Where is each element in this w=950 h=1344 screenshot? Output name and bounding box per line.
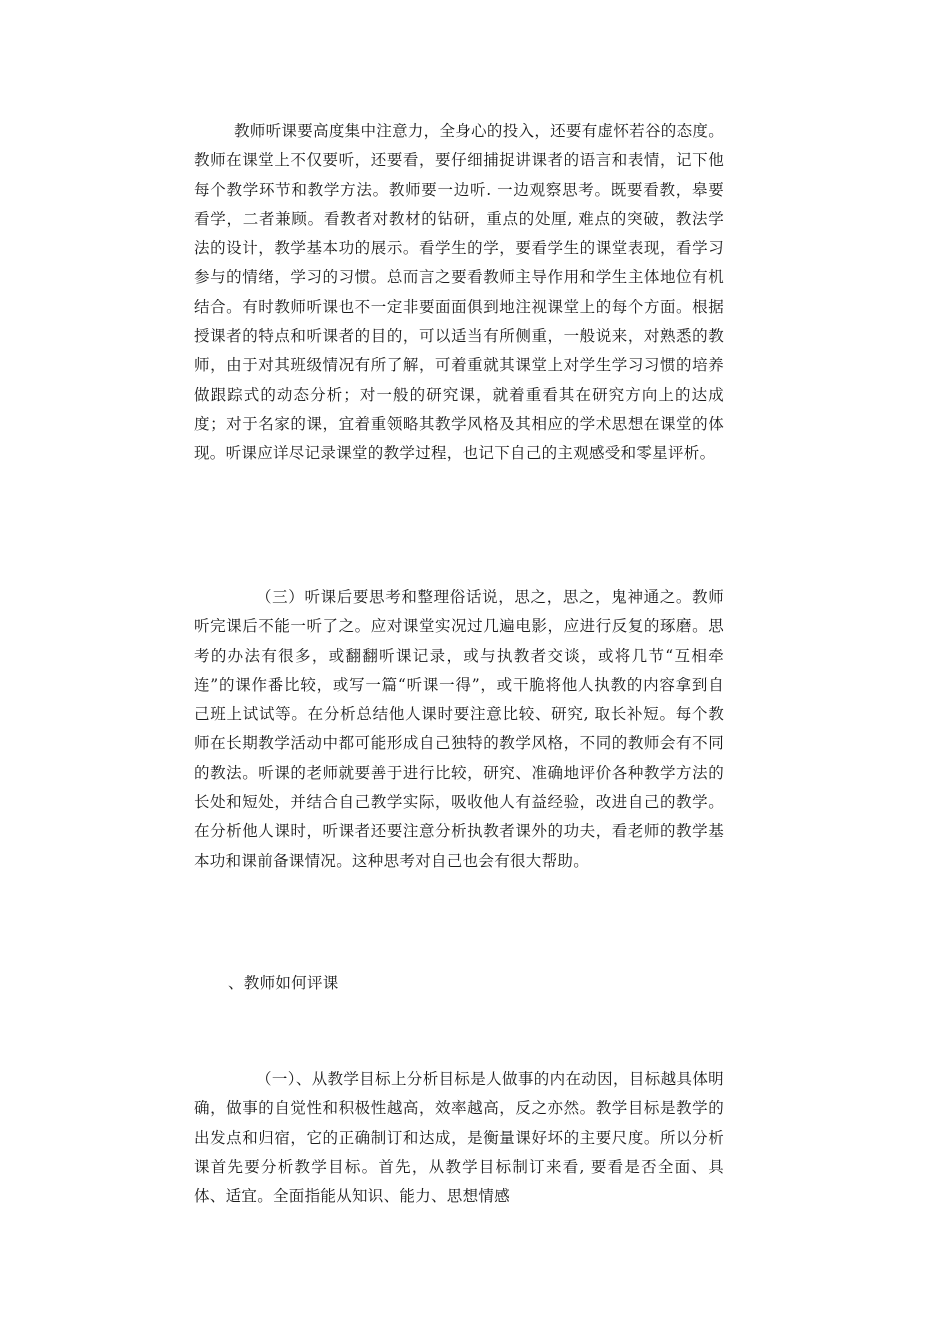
section-heading-how-to-evaluate: 、教师如何评课: [228, 974, 339, 992]
paragraph-reflect-after-listening: （三）听课后要思考和整理俗话说，思之，思之，鬼神通之。教师听完课后不能一听了之。应对课堂实况过几遍电影，应进行反复的琢磨。思考的办法有很多，或翻翻听课记录，或与执教者交谈，或将几节“互相牵连”的课作番比较，或写一篇“听课一得”，或干脆将他人执教的内容拿到自己班上试试等。在分析总结他人课时要注意比较、研究, 取长补短。每个教师在长期教学活动中都可能形成自己独特的教学风格，不同的教师会有不同的教法。听课的老师就要善于进行比较，研究、准确地评价各种教学方法的长处和短处，并结合自己教学实际，吸收他人有益经验，改进自己的教学。在分析他人课时，听课者还要注意分析执教者课外的功夫，看老师的教学基本功和课前备课情况。这种思考对自己也会有很大帮助。: [194, 588, 724, 870]
paragraph-listening-attention: 教师听课要高度集中注意力，全身心的投入，还要有虚怀若谷的态度。教师在课堂上不仅要听，还要看，要仔细捕捉讲课者的语言和表情，记下他每个教学环节和教学方法。教师要一边听. 一边观察思考。既要看教，皋要看学，二者兼顾。看教者对教材的钻研，重点的处厘, 难点的突破，教法学法的设计，教学基本功的展示。看学生的学，要看学生的课堂表现，看学习参与的情绪，学习的习惯。总而言之要看教师主导作用和学生主体地位有机结合。有时教师听课也不一定非要面面俱到地注视课堂上的每个方面。根据授课者的特点和听课者的目的，可以适当有所侧重，一般说来，对熟悉的教师，由于对其班级情况有所了解，可着重就其课堂上对学生学习习惯的培养做跟踪式的动态分析；对一般的研究课，就着重看其在研究方向上的达成度；对于名家的课，宜着重领略其教学风格及其相应的学术思想在课堂的体现。听课应详尽记录课堂的教学过程，也记下自己的主观感受和零星评析。: [194, 122, 724, 463]
paragraph-teaching-objectives: （一）、从教学目标上分析目标是人做事的内在动因，目标越具体明确，做事的自觉性和积极性越高，效率越高，反之亦然。教学目标是教学的出发点和归宿，它的正确制订和达成，是衡量课好坏的主要尺度。所以分析课首先要分析教学目标。首先，从教学目标制订来看, 要看是否全面、具体、适宜。全面指能从知识、能力、思想情感: [194, 1070, 724, 1206]
